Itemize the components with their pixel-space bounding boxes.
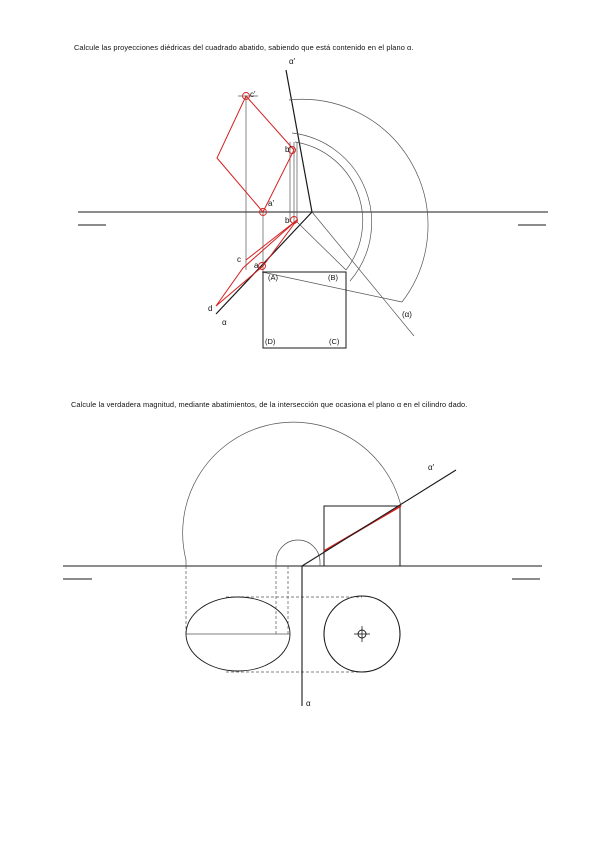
label-alpha-rotated: (α) [402, 310, 412, 319]
label-D-rotated: (D) [265, 337, 276, 346]
cylinder-elevation [324, 506, 400, 566]
label-c: c [237, 255, 241, 264]
vertical-projection-square [217, 96, 294, 212]
label-a-prime: a' [268, 199, 274, 208]
label-C-rotated: (C) [329, 337, 340, 346]
label-A-rotated: (A) [268, 273, 278, 282]
label-B-rotated: (B) [328, 273, 338, 282]
label-d: d [208, 304, 213, 313]
alpha-prime-trace-2 [302, 470, 456, 566]
label-c-prime: c' [250, 90, 256, 99]
label-alpha-2: α [306, 699, 311, 708]
problem2-statement: Calcule la verdadera magnitud, mediante abatimientos, de la intersección que ocasiona el plano α en el cilindro dado. [71, 400, 468, 409]
label-alpha: α [222, 318, 227, 327]
label-b-prime: b' [285, 145, 291, 154]
rotation-arc-small [276, 540, 320, 566]
rotation-arc-inner [295, 142, 363, 270]
problem1-figure [78, 57, 548, 348]
rotation-arc-large [183, 422, 401, 566]
rotation-arc-middle [292, 133, 372, 281]
problem1-statement: Calcule las proyecciones diédricas del cuadrado abatido, sabiendo que está contenido en el plano α. [74, 43, 414, 52]
arc-link-line-2 [297, 222, 346, 270]
label-alpha-prime-2: α' [428, 463, 435, 472]
label-b: b [285, 216, 290, 225]
problem2-figure [63, 422, 542, 708]
label-alpha-prime: α' [289, 57, 296, 66]
label-a: a [254, 261, 259, 270]
